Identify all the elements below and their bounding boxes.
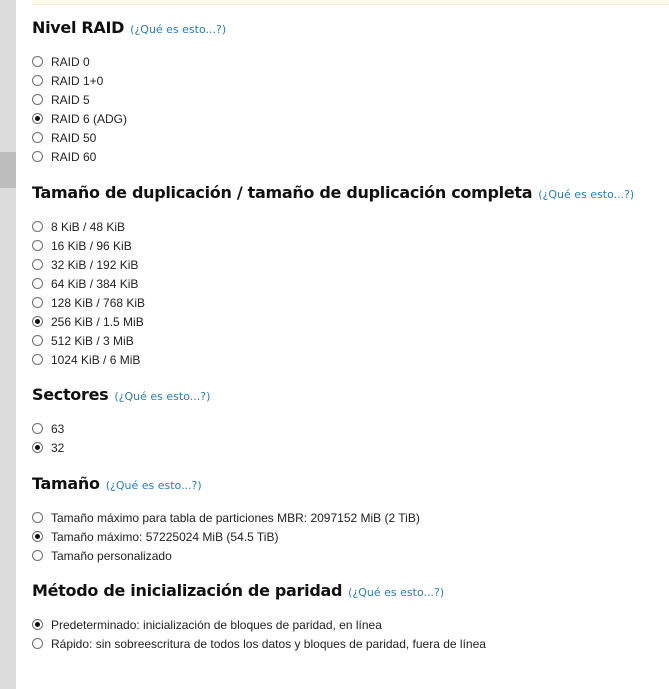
settings-panel [16, 0, 669, 689]
radio-option[interactable] [32, 71, 226, 90]
radio-button[interactable] [32, 354, 43, 365]
radio-option-label: RAID 50 [51, 130, 97, 145]
radio-group-size [32, 508, 420, 565]
radio-option-label: 8 KiB / 48 KiB [51, 219, 126, 234]
radio-button[interactable] [32, 151, 43, 162]
radio-button[interactable] [32, 335, 43, 346]
radio-option[interactable] [32, 236, 634, 255]
section-parity-init [32, 581, 486, 653]
radio-group-raid-level [32, 52, 226, 166]
radio-option-label: Tamaño personalizado [51, 548, 172, 563]
radio-option-label: RAID 60 [51, 149, 97, 164]
radio-button[interactable] [32, 531, 43, 542]
radio-button[interactable] [32, 278, 43, 289]
radio-button[interactable] [32, 259, 43, 270]
help-link[interactable]: (¿Qué es esto...?) [348, 586, 445, 599]
radio-button[interactable] [32, 619, 43, 630]
top-bar [32, 0, 669, 5]
help-link[interactable]: (¿Qué es esto...?) [538, 188, 635, 201]
radio-option[interactable] [32, 615, 486, 634]
section-header [32, 581, 486, 603]
radio-option-label: RAID 0 [51, 54, 90, 69]
radio-option-label: Predeterminado: inicialización de bloques de paridad, en línea [51, 617, 382, 632]
section-header [32, 183, 634, 205]
section-title: Tamaño [32, 474, 100, 493]
radio-option-label: RAID 1+0 [51, 73, 104, 88]
help-link[interactable]: (¿Qué es esto...?) [105, 479, 202, 492]
radio-option[interactable] [32, 419, 210, 438]
radio-option[interactable] [32, 331, 634, 350]
radio-option-label: 256 KiB / 1.5 MiB [51, 314, 144, 329]
radio-button[interactable] [32, 221, 43, 232]
section-strip-size [32, 183, 634, 369]
radio-button[interactable] [32, 316, 43, 327]
radio-option-label: RAID 6 (ADG) [51, 111, 128, 126]
section-title: Sectores [32, 385, 109, 404]
section-raid-level [32, 18, 226, 166]
section-sectors [32, 385, 210, 457]
radio-option-label: 32 [51, 440, 65, 455]
help-link[interactable]: (¿Qué es esto...?) [130, 23, 227, 36]
radio-option[interactable] [32, 52, 226, 71]
radio-option[interactable] [32, 293, 634, 312]
section-header [32, 18, 226, 40]
section-header [32, 474, 420, 496]
radio-option[interactable] [32, 147, 226, 166]
background-overlay [0, 0, 16, 689]
radio-group-parity-init [32, 615, 486, 653]
radio-option-label: Rápido: sin sobreescritura de todos los datos y bloques de paridad, fuera de línea [51, 636, 486, 651]
radio-option-label: Tamaño máximo: 57225024 MiB (54.5 TiB) [51, 529, 279, 544]
section-title: Nivel RAID [32, 18, 125, 37]
radio-option[interactable] [32, 109, 226, 128]
radio-button[interactable] [32, 297, 43, 308]
radio-option-label: 63 [51, 421, 65, 436]
radio-button[interactable] [32, 240, 43, 251]
radio-button[interactable] [32, 423, 43, 434]
radio-option-label: 32 KiB / 192 KiB [51, 257, 139, 272]
radio-option[interactable] [32, 634, 486, 653]
radio-button[interactable] [32, 113, 43, 124]
help-link[interactable]: (¿Qué es esto...?) [114, 390, 211, 403]
radio-option[interactable] [32, 527, 420, 546]
section-title: Método de inicialización de paridad [32, 581, 343, 600]
radio-option-label: 512 KiB / 3 MiB [51, 333, 134, 348]
radio-button[interactable] [32, 638, 43, 649]
radio-option-label: RAID 5 [51, 92, 90, 107]
radio-button[interactable] [32, 512, 43, 523]
radio-button[interactable] [32, 75, 43, 86]
radio-button[interactable] [32, 442, 43, 453]
radio-option[interactable] [32, 312, 634, 331]
radio-button[interactable] [32, 56, 43, 67]
radio-option[interactable] [32, 350, 634, 369]
radio-option[interactable] [32, 508, 420, 527]
section-title: Tamaño de duplicación / tamaño de duplicación completa [32, 183, 533, 202]
radio-option[interactable] [32, 438, 210, 457]
radio-option-label: 1024 KiB / 6 MiB [51, 352, 141, 367]
radio-option[interactable] [32, 217, 634, 236]
radio-option-label: 16 KiB / 96 KiB [51, 238, 132, 253]
radio-option[interactable] [32, 546, 420, 565]
radio-button[interactable] [32, 132, 43, 143]
radio-option-label: 64 KiB / 384 KiB [51, 276, 139, 291]
radio-button[interactable] [32, 94, 43, 105]
radio-option-label: 128 KiB / 768 KiB [51, 295, 146, 310]
radio-group-sectors [32, 419, 210, 457]
radio-option[interactable] [32, 90, 226, 109]
background-overlay-band [0, 152, 16, 188]
radio-option[interactable] [32, 255, 634, 274]
radio-group-strip-size [32, 217, 634, 369]
radio-button[interactable] [32, 550, 43, 561]
section-header [32, 385, 210, 407]
radio-option[interactable] [32, 128, 226, 147]
radio-option[interactable] [32, 274, 634, 293]
radio-option-label: Tamaño máximo para tabla de particiones MBR: 2097152 MiB (2 TiB) [51, 510, 420, 525]
section-size [32, 474, 420, 565]
